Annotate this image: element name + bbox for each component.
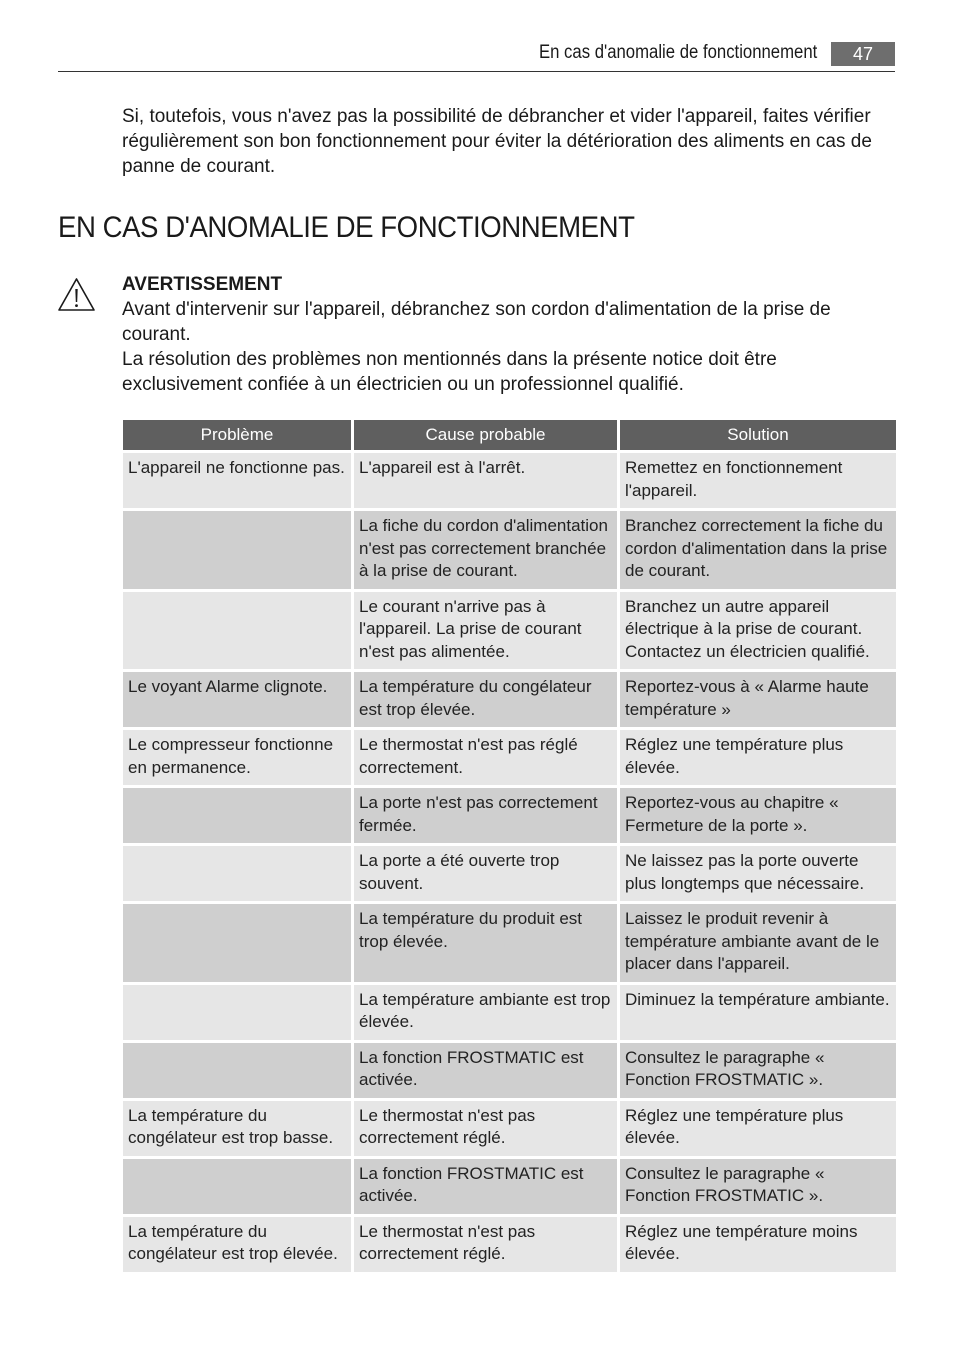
cause-cell: La porte n'est pas correctement fermée. <box>354 788 617 843</box>
problem-cell: Le compresseur fonctionne en permanence. <box>123 730 351 785</box>
warning-title: AVERTISSEMENT <box>122 274 283 295</box>
problem-cell <box>123 1159 351 1214</box>
table-row <box>123 672 896 727</box>
table-row <box>123 1101 896 1156</box>
solution-cell: Réglez une température moins élevée. <box>620 1217 896 1272</box>
solution-cell: Diminuez la température ambiante. <box>620 985 896 1040</box>
cause-cell: La température du congélateur est trop élevée. <box>354 672 617 727</box>
header-title: En cas d'anomalie de fonctionnement <box>538 42 817 63</box>
table-row <box>123 1043 896 1098</box>
solution-cell: Remettez en fonctionnement l'appareil. <box>620 453 896 508</box>
table-row <box>123 904 896 982</box>
warning-triangle-icon <box>57 277 96 312</box>
page-header <box>58 40 895 72</box>
problem-cell: Le voyant Alarme clignote. <box>123 672 351 727</box>
solution-cell: Réglez une température plus élevée. <box>620 730 896 785</box>
cause-cell: Le thermostat n'est pas réglé correctement. <box>354 730 617 785</box>
cause-cell: La fiche du cordon d'alimentation n'est pas correctement branchée à la prise de courant. <box>354 511 617 589</box>
solution-cell: Consultez le paragraphe « Fonction FROSTMATIC ». <box>620 1159 896 1214</box>
solution-cell: Consultez le paragraphe « Fonction FROSTMATIC ». <box>620 1043 896 1098</box>
table-header-row <box>123 420 896 450</box>
problem-cell <box>123 592 351 670</box>
warning-text-2: La résolution des problèmes non mentionnés dans la présente notice doit être exclusivement confiée à un électricien ou un professionnel qualifié. <box>122 349 777 395</box>
solution-cell: Branchez un autre appareil électrique à la prise de courant. Contactez un électricien qualifié. <box>620 592 896 670</box>
problem-cell <box>123 846 351 901</box>
table-row <box>123 1159 896 1214</box>
table-row <box>123 730 896 785</box>
warning-box <box>122 272 894 397</box>
solution-cell: Ne laissez pas la porte ouverte plus longtemps que nécessaire. <box>620 846 896 901</box>
cause-cell: La porte a été ouverte trop souvent. <box>354 846 617 901</box>
warning-text-1: Avant d'intervenir sur l'appareil, débranchez son cordon d'alimentation de la prise de courant. <box>122 299 831 345</box>
problem-cell <box>123 788 351 843</box>
table-row <box>123 511 896 589</box>
header-solution: Solution <box>620 420 896 450</box>
problem-cell <box>123 1043 351 1098</box>
cause-cell: La température du produit est trop élevée. <box>354 904 617 982</box>
problem-cell <box>123 904 351 982</box>
page-number: 47 <box>831 42 895 66</box>
table-row <box>123 592 896 670</box>
cause-cell: La température ambiante est trop élevée. <box>354 985 617 1040</box>
solution-cell: Branchez correctement la fiche du cordon d'alimentation dans la prise de courant. <box>620 511 896 589</box>
table-row <box>123 846 896 901</box>
problem-cell <box>123 985 351 1040</box>
solution-cell: Reportez-vous au chapitre « Fermeture de la porte ». <box>620 788 896 843</box>
table-row <box>123 1217 896 1272</box>
header-problem: Problème <box>123 420 351 450</box>
intro-paragraph: Si, toutefois, vous n'avez pas la possibilité de débrancher et vider l'appareil, faites vérifier régulièrement son bon fonctionnement pour éviter la détérioration des aliments en cas de panne de courant. <box>122 106 872 177</box>
problem-cell <box>123 511 351 589</box>
cause-cell: Le thermostat n'est pas correctement réglé. <box>354 1101 617 1156</box>
problem-cell: La température du congélateur est trop basse. <box>123 1101 351 1156</box>
cause-cell: Le courant n'arrive pas à l'appareil. La prise de courant n'est pas alimentée. <box>354 592 617 670</box>
solution-cell: Reportez-vous à « Alarme haute température » <box>620 672 896 727</box>
cause-cell: La fonction FROSTMATIC est activée. <box>354 1159 617 1214</box>
cause-cell: L'appareil est à l'arrêt. <box>354 453 617 508</box>
troubleshooting-table <box>120 417 899 1275</box>
table-row <box>123 985 896 1040</box>
table-row <box>123 788 896 843</box>
solution-cell: Réglez une température plus élevée. <box>620 1101 896 1156</box>
table-row <box>123 453 896 508</box>
solution-cell: Laissez le produit revenir à température ambiante avant de le placer dans l'appareil. <box>620 904 896 982</box>
cause-cell: Le thermostat n'est pas correctement réglé. <box>354 1217 617 1272</box>
header-cause: Cause probable <box>354 420 617 450</box>
problem-cell: La température du congélateur est trop élevée. <box>123 1217 351 1272</box>
section-title: EN CAS D'ANOMALIE DE FONCTIONNEMENT <box>58 211 635 244</box>
cause-cell: La fonction FROSTMATIC est activée. <box>354 1043 617 1098</box>
problem-cell: L'appareil ne fonctionne pas. <box>123 453 351 508</box>
